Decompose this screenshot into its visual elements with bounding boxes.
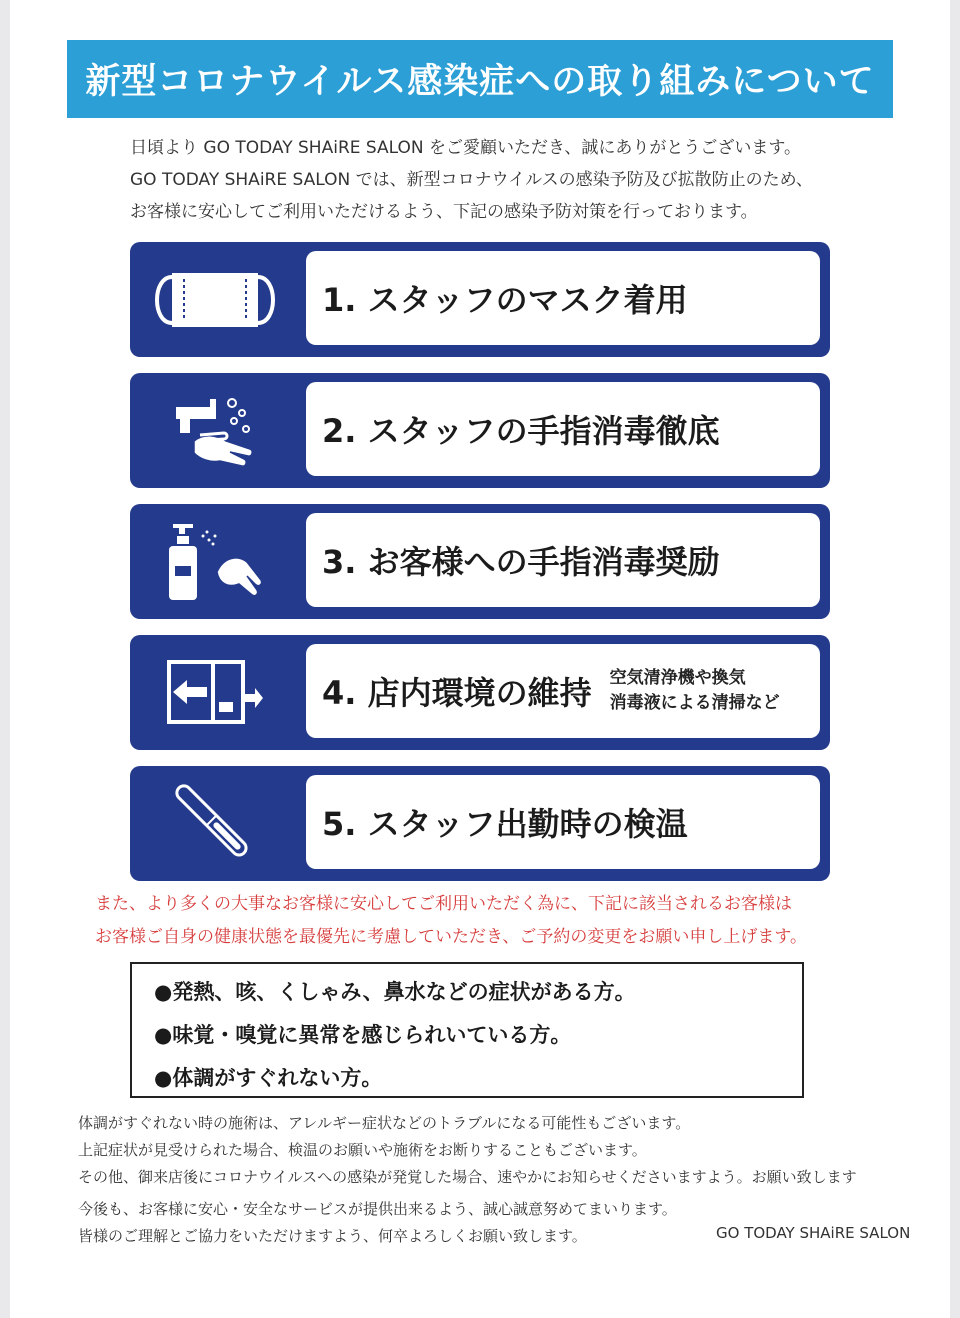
measure-label: 2. スタッフの手指消毒徹底 [322,412,720,450]
measure-item-mask [130,242,830,357]
measure-note-line: 消毒液による清掃など [609,693,780,713]
intro-text [130,132,890,228]
mask-icon [130,242,300,357]
measure-label: 5. スタッフ出勤時の検温 [322,805,688,843]
measure-label: 1. スタッフのマスク着用 [322,281,688,319]
notice-line: お客様ご自身の健康状態を最優先に考慮していただき、ご予約の変更をお願い申し上げます。 [95,927,807,947]
hand-washing-icon [130,373,300,488]
page-title: 新型コロナウイルス感染症への取り組みについて [85,62,875,102]
measure-note-line: 空気清浄機や換気 [609,668,746,688]
intro-line: 日頃より GO TODAY SHAiRE SALON をご愛顧いただき、誠にありがとうございます。 [130,138,801,158]
condition-item: ●体調がすぐれない方。 [154,1066,383,1090]
condition-item: ●味覚・嗅覚に異常を感じられいている方。 [154,1023,572,1047]
measure-panel [306,513,820,607]
measure-item-hand-disinfection [130,373,830,488]
intro-line: GO TODAY SHAiRE SALON では、新型コロナウイルスの感染予防及び拡散防止のため、 [130,170,813,190]
measure-note [610,666,780,716]
footer-line: 体調がすぐれない時の施術は、アレルギー症状などのトラブルになる可能性もございます。 [78,1114,691,1132]
title-banner [67,40,893,118]
notice-text [95,888,895,954]
hand-sanitizer-icon [130,504,300,619]
footer-line: 今後も、お客様に安心・安全なサービスが提供出来るよう、誠心誠意努めてまいります。 [78,1200,677,1218]
measure-item-store-environment [130,635,830,750]
footer-line: 皆様のご理解とご協力をいただけますよう、何卒よろしくお願い致します。 [78,1227,587,1245]
measure-panel [306,644,820,738]
measure-panel [306,775,820,869]
notice-sheet [10,0,950,1318]
thermometer-icon [130,766,300,881]
measure-panel [306,251,820,345]
measure-item-customer-sanitizer [130,504,830,619]
condition-item: ●発熱、咳、くしゃみ、鼻水などの症状がある方。 [154,980,636,1004]
measure-item-temperature-check [130,766,830,881]
footer-line: その他、御来店後にコロナウイルスへの感染が発覚した場合、速やかにお知らせくださいますよう。お願い致します [78,1168,857,1186]
measure-label: 3. お客様への手指消毒奨励 [322,543,720,581]
conditions-box [130,962,804,1098]
intro-line: お客様に安心してご利用いただけるよう、下記の感染予防対策を行っております。 [130,202,758,222]
footer-line: 上記症状が見受けられた場合、検温のお願いや施術をお断りすることもございます。 [78,1141,647,1159]
measure-label: 4. 店内環境の維持 [322,674,592,712]
salon-signature: GO TODAY SHAiRE SALON [716,1224,911,1242]
measure-panel [306,382,820,476]
ventilation-exit-icon [130,635,300,750]
notice-line: また、より多くの大事なお客様に安心してご利用いただく為に、下記に該当されるお客様は [95,894,792,914]
